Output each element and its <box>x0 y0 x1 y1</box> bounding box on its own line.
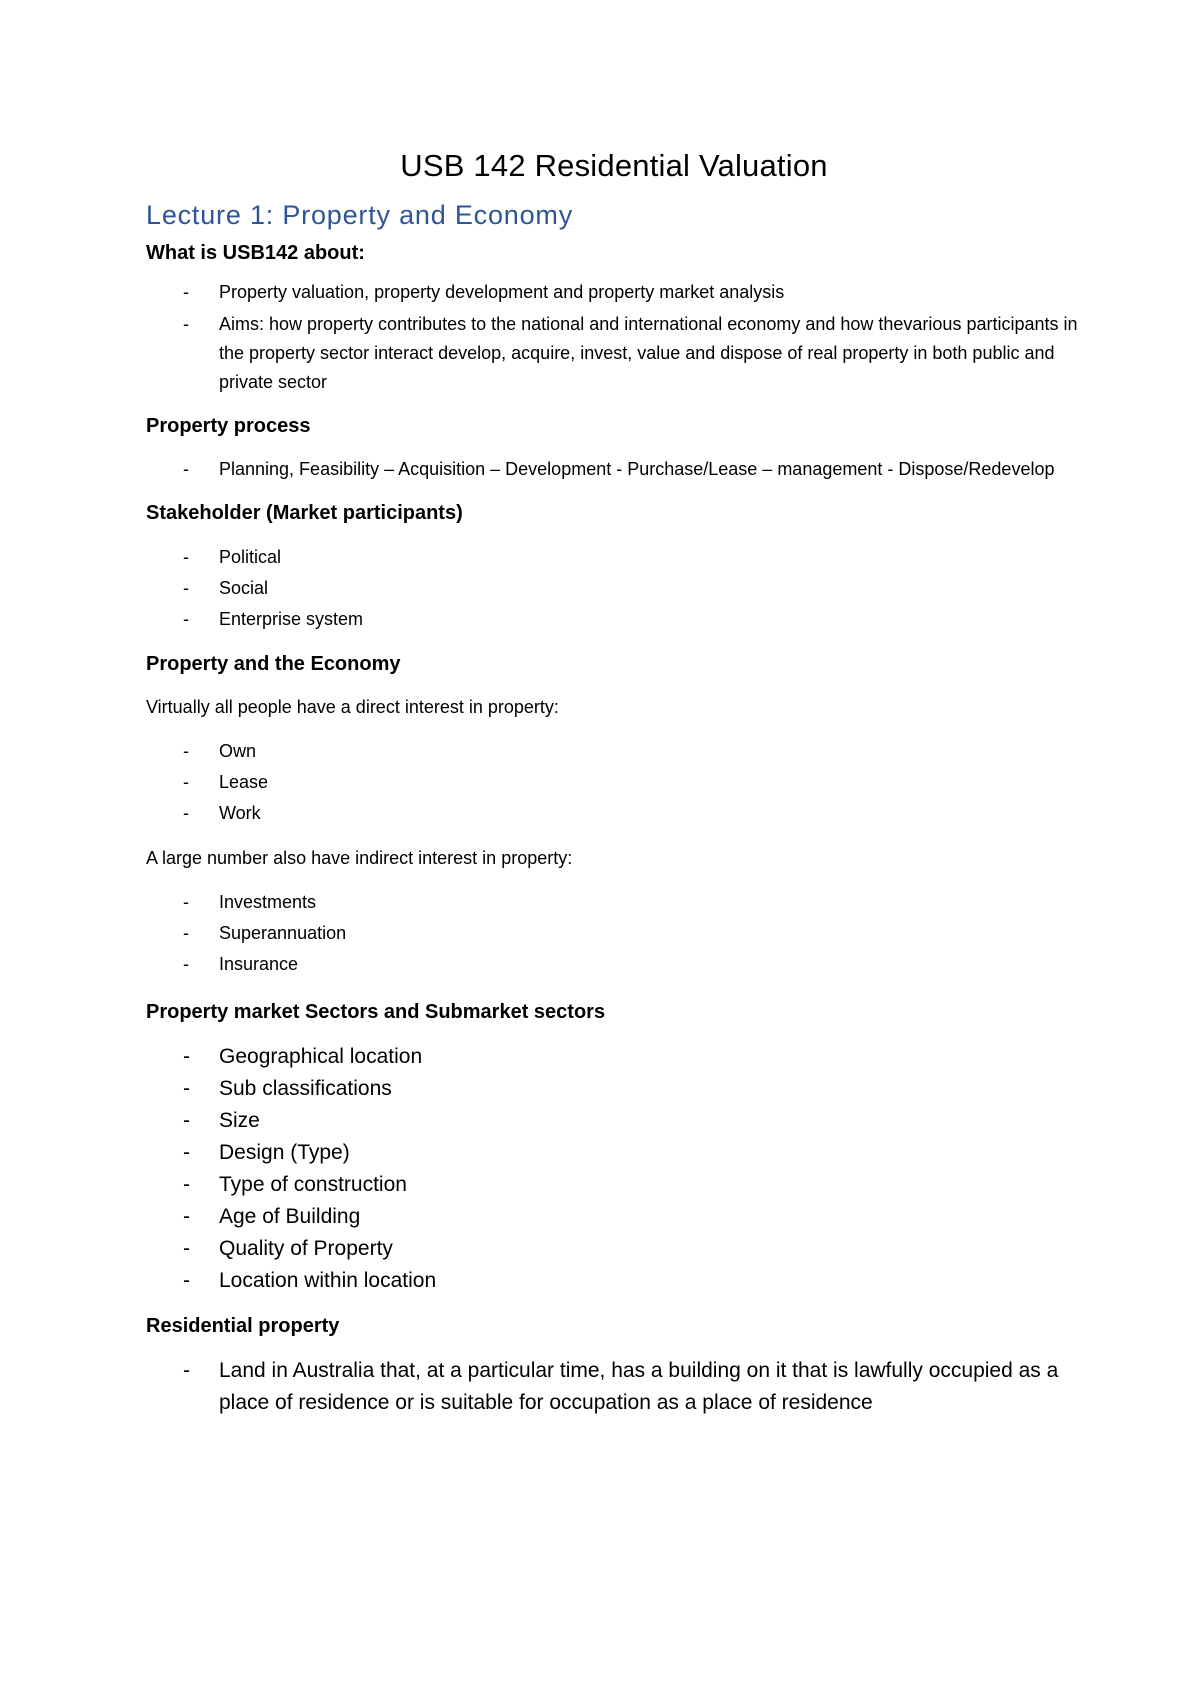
list-item: - Own <box>146 736 1080 767</box>
list-item: - Design (Type) <box>146 1137 1080 1169</box>
dash-bullet: - <box>183 772 189 792</box>
list-item: - Geographical location <box>146 1041 1080 1073</box>
sectors-heading: Property market Sectors and Submarket sectors <box>146 1001 606 1023</box>
list-item: - Size <box>146 1105 1080 1137</box>
dash-bullet: - <box>183 314 189 334</box>
dash-bullet: - <box>183 741 189 761</box>
list-item: - Investments <box>146 887 1080 918</box>
dash-bullet: - <box>183 1269 190 1292</box>
document-title: USB 142 Residential Valuation <box>400 148 828 183</box>
dash-bullet: - <box>183 803 189 823</box>
dash-bullet: - <box>183 1141 190 1164</box>
list-item: - Political <box>146 542 1080 573</box>
dash-bullet: - <box>183 1205 190 1228</box>
dash-bullet: - <box>183 1077 190 1100</box>
list-item: - Insurance <box>146 949 1080 980</box>
stakeholder-heading: Stakeholder (Market participants) <box>146 502 463 524</box>
economy-heading: Property and the Economy <box>146 653 401 675</box>
indirect-interest-intro: A large number also have indirect interest in property: <box>146 848 573 868</box>
list-item: - Quality of Property <box>146 1233 1080 1265</box>
sectors-list <box>146 1041 1080 1297</box>
list-item: - Age of Building <box>146 1201 1080 1233</box>
process-heading: Property process <box>146 415 311 437</box>
list-item: - Type of construction <box>146 1169 1080 1201</box>
dash-bullet: - <box>183 1109 190 1132</box>
indirect-interest-list <box>146 887 1080 980</box>
dash-bullet: - <box>183 1045 190 1068</box>
dash-bullet: - <box>183 1359 190 1382</box>
dash-bullet: - <box>183 609 189 629</box>
list-item: - Work <box>146 798 1080 829</box>
dash-bullet: - <box>183 954 189 974</box>
stakeholder-list <box>146 542 1080 635</box>
process-list <box>146 455 1080 484</box>
lecture-heading: Lecture 1: Property and Economy <box>146 200 574 230</box>
dash-bullet: - <box>183 1173 190 1196</box>
direct-interest-intro: Virtually all people have a direct interest in property: <box>146 697 559 717</box>
dash-bullet: - <box>183 578 189 598</box>
dash-bullet: - <box>183 1237 190 1260</box>
list-item: - Land in Australia that, at a particular time, has a building on it that is lawfully occupied as a place of residence or is suitable for occupation as a place of residence <box>146 1355 1080 1419</box>
list-item: - Social <box>146 573 1080 604</box>
list-item: - Lease <box>146 767 1080 798</box>
direct-interest-list <box>146 736 1080 829</box>
list-item: - Planning, Feasibility – Acquisition – Development - Purchase/Lease – management - Dispose/Redevelop <box>146 455 1080 484</box>
about-heading: What is USB142 about: <box>146 242 365 264</box>
list-item: - Aims: how property contributes to the national and international economy and how thevarious participants in the property sector interact develop, acquire, invest, value and dispose of real property in both public and private sector <box>146 310 1080 397</box>
list-item: - Property valuation, property development and property market analysis <box>146 277 1080 307</box>
dash-bullet: - <box>183 459 189 479</box>
list-item: - Enterprise system <box>146 604 1080 635</box>
dash-bullet: - <box>183 923 189 943</box>
dash-bullet: - <box>183 892 189 912</box>
list-item: - Sub classifications <box>146 1073 1080 1105</box>
about-list <box>146 277 1080 397</box>
residential-heading: Residential property <box>146 1315 340 1337</box>
dash-bullet: - <box>183 547 189 567</box>
list-item: - Superannuation <box>146 918 1080 949</box>
residential-list <box>146 1355 1080 1419</box>
list-item: - Location within location <box>146 1265 1080 1297</box>
dash-bullet: - <box>183 282 189 302</box>
